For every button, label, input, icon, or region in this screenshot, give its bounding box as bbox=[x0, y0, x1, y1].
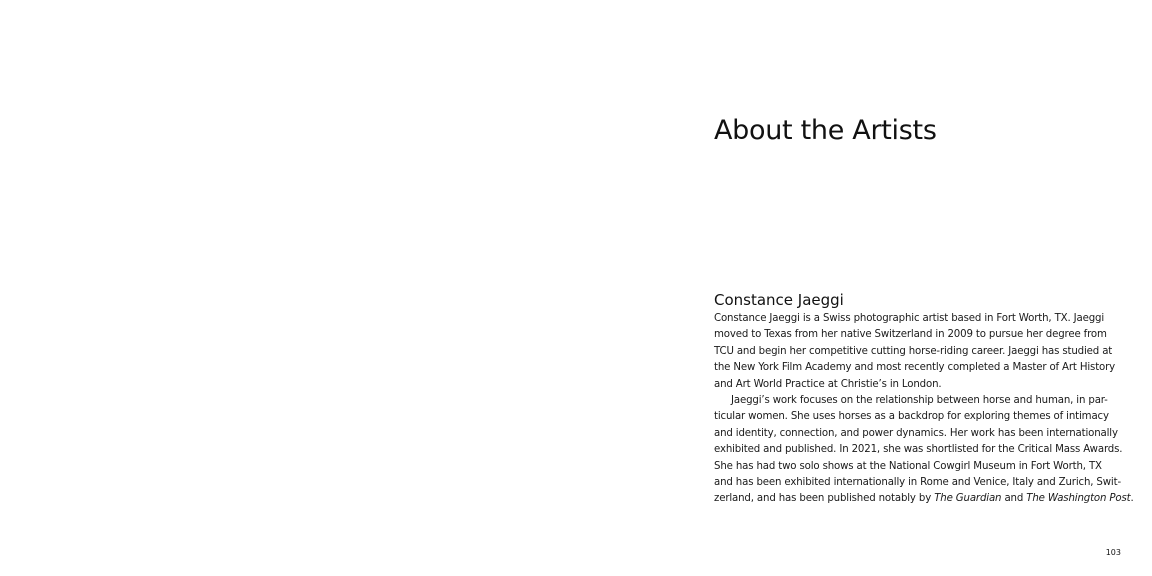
bio-body bbox=[714, 311, 1134, 508]
bio-text-fragment: zerland, and has been published notably by bbox=[714, 493, 935, 505]
bio-line: TCU and begin her competitive cutting horse-riding career. Jaeggi has studied at bbox=[714, 345, 1113, 357]
bio-line: and identity, connection, and power dynamics. Her work has been internationally bbox=[714, 427, 1118, 439]
artist-name: Constance Jaeggi bbox=[714, 291, 844, 309]
publication-title: The Guardian bbox=[934, 493, 1002, 505]
bio-line: ticular women. She uses horses as a backdrop for exploring themes of intimacy bbox=[714, 411, 1109, 423]
bio-last-line bbox=[714, 491, 1134, 507]
bio-text-fragment: and bbox=[1001, 493, 1027, 505]
bio-line: She has had two solo shows at the National Cowgirl Museum in Fort Worth, TX bbox=[714, 460, 1102, 472]
bio-line: exhibited and published. In 2021, she was shortlisted for the Critical Mass Awards. bbox=[714, 444, 1123, 456]
bio-line: and has been exhibited internationally in Rome and Venice, Italy and Zurich, Swit- bbox=[714, 477, 1121, 489]
bio-text-fragment: . bbox=[1130, 493, 1134, 505]
bio-line: Constance Jaeggi is a Swiss photographic artist based in Fort Worth, TX. Jaeggi bbox=[714, 313, 1105, 324]
publication-title: The Washington Post bbox=[1026, 493, 1131, 505]
artist-bio bbox=[714, 289, 1134, 508]
page-title: About the Artists bbox=[714, 115, 937, 146]
page-number: 103 bbox=[1105, 548, 1121, 557]
bio-line: and Art World Practice at Christie’s in London. bbox=[714, 378, 942, 390]
bio-line: moved to Texas from her native Switzerland in 2009 to pursue her degree from bbox=[714, 329, 1107, 341]
right-page bbox=[576, 0, 1152, 576]
bio-line: Jaeggi’s work focuses on the relationship between horse and human, in par- bbox=[731, 395, 1108, 407]
bio-line: the New York Film Academy and most recently completed a Master of Art History bbox=[714, 362, 1116, 374]
